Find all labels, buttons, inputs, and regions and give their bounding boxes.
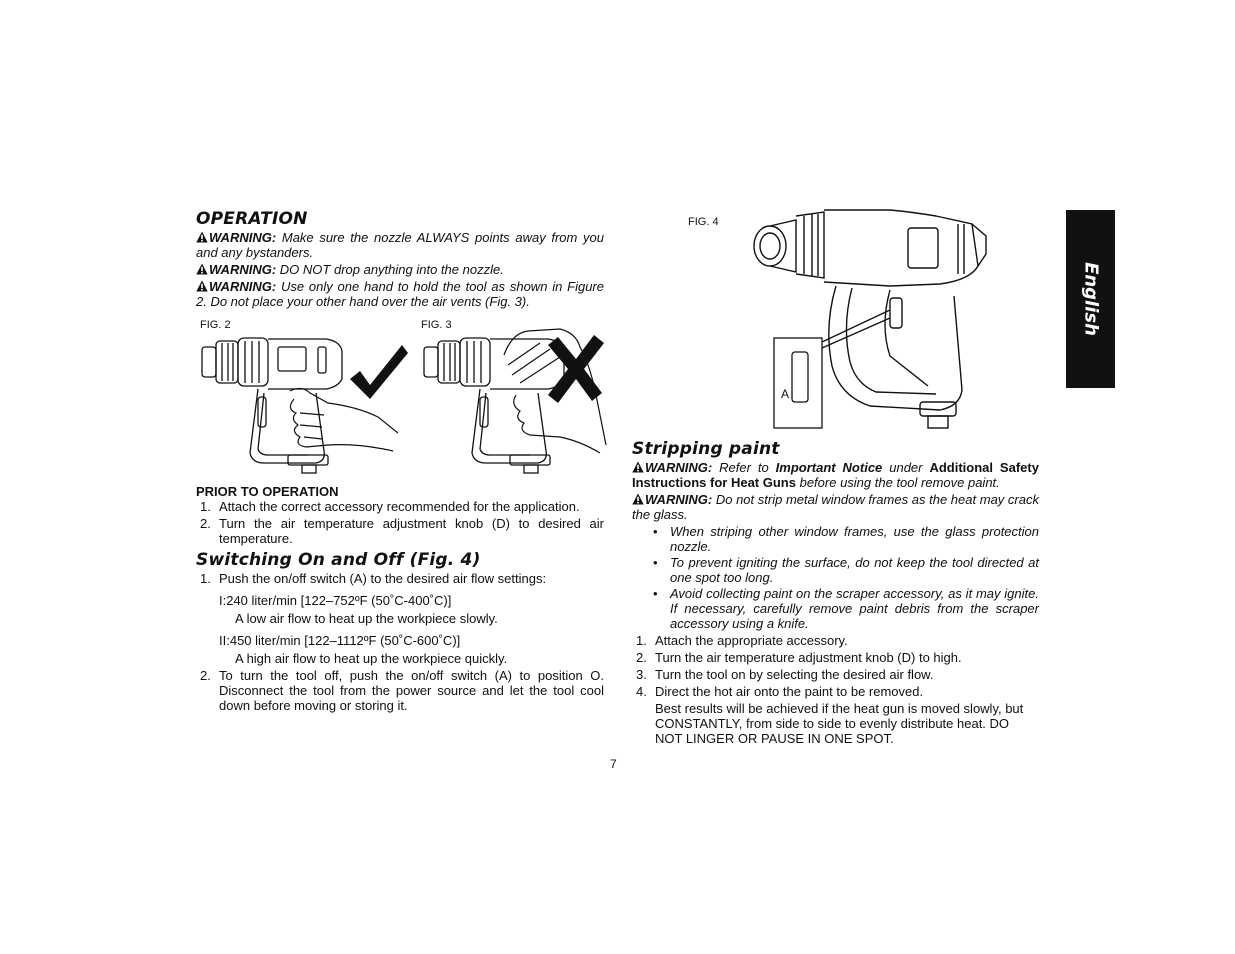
warning-label: WARNING: xyxy=(209,230,277,245)
fig4-callout-a: A xyxy=(781,387,790,401)
setting-2-desc: A high air flow to heat up the workpiece quickly. xyxy=(235,651,508,666)
list-item: 2. To turn the tool off, push the on/off switch (A) to position O. Disconnect the tool from the power source and let the tool cool down before moving or storing it. xyxy=(200,668,604,713)
list-item: 1. Attach the correct accessory recommended for the application. xyxy=(200,499,580,514)
fig3-label: FIG. 3 xyxy=(421,319,452,331)
warning-1 xyxy=(196,230,604,260)
switching-steps-2 xyxy=(196,668,604,713)
warning-3 xyxy=(196,279,604,309)
setting-1-desc: A low air flow to heat up the workpiece slowly. xyxy=(235,611,498,626)
prior-heading: PRIOR TO OPERATION xyxy=(196,484,339,499)
warning-text: DO NOT drop anything into the nozzle. xyxy=(279,262,504,277)
language-tab xyxy=(1066,210,1115,388)
warning-2 xyxy=(196,262,604,277)
list-item: 2. Turn the air temperature adjustment knob (D) to desired air temperature. xyxy=(200,516,604,546)
fig2-heat-gun-illustration xyxy=(198,333,408,475)
switching-heading: Switching On and Off (Fig. 4) xyxy=(196,550,481,570)
warning-triangle-icon xyxy=(632,461,644,473)
fig4-heat-gun-illustration xyxy=(740,206,1000,434)
list-item: 3. Turn the tool on by selecting the desired air flow. xyxy=(636,667,934,682)
cross-icon xyxy=(548,335,604,403)
language-tab-label: English xyxy=(1080,262,1101,336)
warning-text: Use only one hand to hold the tool as shown in Figure 2. Do not place your other hand over the air vents (Fig. 3). xyxy=(196,279,604,309)
fig4-label: FIG. 4 xyxy=(688,216,719,228)
warning-label: WARNING: xyxy=(209,262,277,277)
stripping-warning-2: WARNING: Do not strip metal window frames as the heat may crack the glass. xyxy=(632,492,1039,522)
list-item: • When striping other window frames, use the glass protection nozzle. xyxy=(653,524,1039,554)
warning-triangle-icon xyxy=(196,280,208,292)
operation-heading: OPERATION xyxy=(196,209,308,229)
list-item: 4. Direct the hot air onto the paint to be removed. xyxy=(636,684,924,699)
list-item: • To prevent igniting the surface, do not keep the tool directed at one spot too long. xyxy=(653,555,1039,585)
stripping-warning-1: WARNING: Refer to Important Notice under Additional Safety Instructions for Heat Guns before using the tool remove paint. xyxy=(632,460,1039,490)
warning-label: WARNING: xyxy=(209,279,277,294)
warning-triangle-icon xyxy=(196,231,208,243)
list-item: 1. Attach the appropriate accessory. xyxy=(636,633,848,648)
stripping-heading: Stripping paint xyxy=(632,439,780,459)
stripping-note: Best results will be achieved if the heat gun is moved slowly, but CONSTANTLY, from side to side to evenly distribute heat. DO NOT LINGER OR PAUSE IN ONE SPOT. xyxy=(655,701,1024,746)
checkmark-icon xyxy=(350,345,408,399)
switching-steps xyxy=(196,571,604,586)
list-item: 2. Turn the air temperature adjustment knob (D) to high. xyxy=(636,650,962,665)
fig3-heat-gun-illustration xyxy=(420,325,610,475)
list-item: • Avoid collecting paint on the scraper accessory, as it may ignite. If necessary, carefully remove paint debris from the scraper accessory using a knife. xyxy=(653,586,1039,631)
stripping-steps xyxy=(632,633,1039,699)
page-number: 7 xyxy=(610,757,617,771)
setting-1: I:240 liter/min [122–752ºF (50˚C-400˚C)] xyxy=(219,593,452,608)
setting-2: II:450 liter/min [122–1112ºF (50˚C-600˚C)] xyxy=(219,633,461,648)
stripping-bullets xyxy=(632,524,1039,631)
warning-text: Make sure the nozzle ALWAYS points away from you and any bystanders. xyxy=(196,230,604,260)
right-column xyxy=(632,438,1039,746)
list-item: 1. Push the on/off switch (A) to the desired air flow settings: xyxy=(200,571,547,586)
warning-triangle-icon xyxy=(196,263,208,275)
warning-triangle-icon xyxy=(632,493,644,505)
fig2-label: FIG. 2 xyxy=(200,319,231,331)
prior-steps xyxy=(196,499,604,546)
